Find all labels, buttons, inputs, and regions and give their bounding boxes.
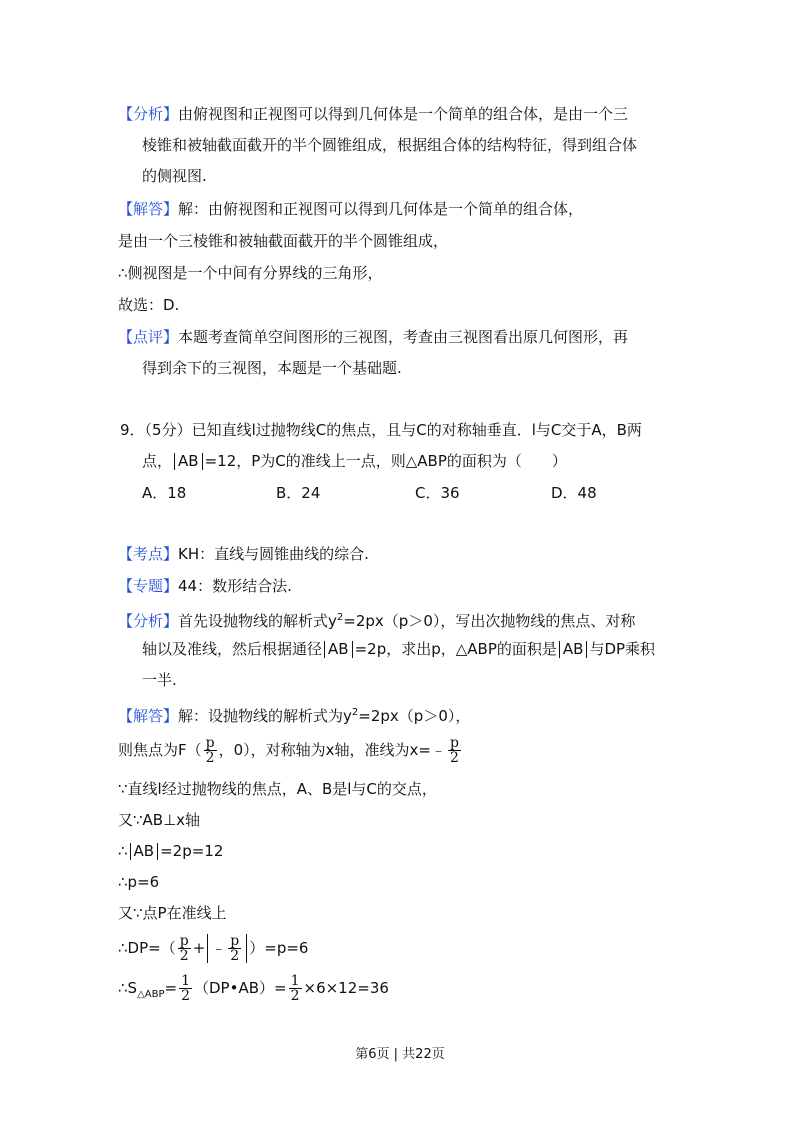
solution-line-3: ∴侧视图是一个中间有分界线的三角形， (118, 264, 383, 282)
superscript-2: 2 (351, 707, 359, 718)
solution2-tag: 【解答】 (118, 707, 179, 725)
fraction-p-over-2 (228, 934, 241, 963)
focus-text-b: ，0），对称轴为x轴，准线为x=﹣ (218, 741, 446, 759)
analysis2-text-b: =2px（p＞0），写出次抛物线的焦点、对称 (343, 612, 636, 630)
therefore-symbol: ∴ (118, 842, 128, 860)
option-b: B．24 (276, 484, 321, 502)
minus-sign: ﹣ (211, 939, 227, 957)
fraction-p-over-2 (204, 736, 217, 765)
analysis-tag: 【分析】 (118, 105, 179, 123)
focus-line (118, 733, 463, 767)
comment-line-2: 得到余下的三视图，本题是一个基础题. (142, 359, 402, 377)
abs-ab: AB (324, 641, 353, 658)
focus-text-a: 则焦点为F（ (118, 741, 202, 759)
solution2-line-7: 又∵点P在准线上 (118, 904, 227, 922)
dp-text-a: ∴DP=（ (118, 939, 176, 957)
analysis-line-1 (118, 103, 628, 125)
fraction-1-over-2 (289, 974, 302, 1003)
analysis-line-2: 棱锥和被轴截面截开的半个圆锥组成，根据组合体的结构特征，得到组合体 (142, 136, 638, 154)
area-text-d: ×6×12=36 (303, 979, 389, 997)
solution2-line-1 (118, 702, 470, 727)
analysis-line-3: 的侧视图. (142, 167, 207, 185)
solution2-text-a: 解：设抛物线的解析式为y (178, 707, 352, 725)
denominator: 2 (230, 948, 240, 964)
analysis2-line-3: 一半. (142, 671, 177, 689)
key-point-line (118, 543, 369, 565)
numerator: p (179, 933, 189, 949)
solution2-line-3: ∵直线l经过抛物线的焦点，A、B是l与C的交点， (118, 780, 437, 798)
page-footer: 第6页 | 共22页 (355, 1047, 445, 1062)
solution-line-1 (118, 198, 583, 220)
superscript-2: 2 (336, 612, 344, 623)
abs-ab: AB (174, 453, 203, 470)
area-line (118, 971, 389, 1012)
denominator: 2 (205, 750, 215, 766)
solution2-line-4: 又∵AB⊥x轴 (118, 811, 201, 829)
fraction-p-over-2 (448, 736, 461, 765)
option-c: C．36 (415, 484, 460, 502)
numerator: 1 (181, 973, 190, 989)
topic-line (118, 575, 292, 597)
solution-line-4: 故选：D. (118, 296, 180, 314)
area-text-c: （DP•AB）= (194, 979, 287, 997)
denominator: 2 (181, 988, 190, 1004)
analysis2-text-e: 与DP乘积 (589, 640, 656, 658)
question-9-line-2 (142, 450, 567, 472)
numerator: p (449, 735, 459, 751)
analysis2-text-a: 首先设抛物线的解析式y (178, 612, 337, 630)
abs-neg-p-over-2 (207, 934, 247, 963)
key-point-text: KH：直线与圆锥曲线的综合. (178, 545, 369, 563)
plus-sign: + (192, 939, 206, 957)
equals-sign: = (164, 979, 178, 997)
dp-text-b: ）=p=6 (249, 939, 309, 957)
analysis2-line-2 (142, 638, 655, 660)
abs-ab: AB (130, 843, 159, 860)
option-a: A．18 (142, 484, 187, 502)
numerator: 1 (290, 973, 300, 989)
question-9-line-1: 9．（5分）已知直线l过抛物线C的焦点，且与C的对称轴垂直．l与C交于A，B两 (120, 421, 642, 439)
numerator: p (205, 735, 215, 751)
solution-text-1: 解：由俯视图和正视图可以得到几何体是一个简单的组合体， (178, 200, 584, 218)
analysis2-tag: 【分析】 (118, 612, 179, 630)
solution2-text-c: =2p=12 (160, 842, 224, 860)
area-s: ∴S (118, 979, 138, 997)
comment-text-1: 本题考查简单空间图形的三视图，考查由三视图看出原几何图形，再 (178, 328, 629, 346)
solution2-line-5 (118, 840, 223, 862)
fraction-p-over-2 (178, 934, 191, 963)
dp-line (118, 931, 308, 965)
solution2-line-6: ∴p=6 (118, 873, 160, 891)
q9-text-b: =12，P为C的准线上一点，则△ABP的面积为（ ） (204, 452, 567, 470)
key-point-tag: 【考点】 (118, 545, 179, 563)
comment-tag: 【点评】 (118, 328, 179, 346)
fraction-1-over-2 (179, 974, 192, 1003)
comment-line-1 (118, 326, 628, 348)
denominator: 2 (179, 948, 189, 964)
topic-tag: 【专题】 (118, 577, 179, 595)
analysis2-text-c: 轴以及准线，然后根据通径 (142, 640, 323, 658)
topic-text: 44：数形结合法. (178, 577, 292, 595)
denominator: 2 (450, 750, 459, 766)
analysis-text-1: 由俯视图和正视图可以得到几何体是一个简单的组合体，是由一个三 (178, 105, 629, 123)
solution-tag: 【解答】 (118, 200, 179, 218)
q9-text-a: 点， (142, 452, 173, 470)
numerator: p (230, 933, 240, 949)
analysis2-line-1 (118, 607, 635, 632)
solution2-text-b: =2px（p＞0）， (358, 707, 471, 725)
option-d: D．48 (551, 484, 597, 502)
abs-ab: AB (559, 641, 588, 658)
denominator: 2 (290, 988, 300, 1004)
analysis2-text-d: =2p，求出p，△ABP的面积是 (354, 640, 557, 658)
solution-line-2: 是由一个三棱锥和被轴截面截开的半个圆锥组成， (118, 232, 449, 250)
area-subscript: △ABP (137, 989, 165, 1000)
